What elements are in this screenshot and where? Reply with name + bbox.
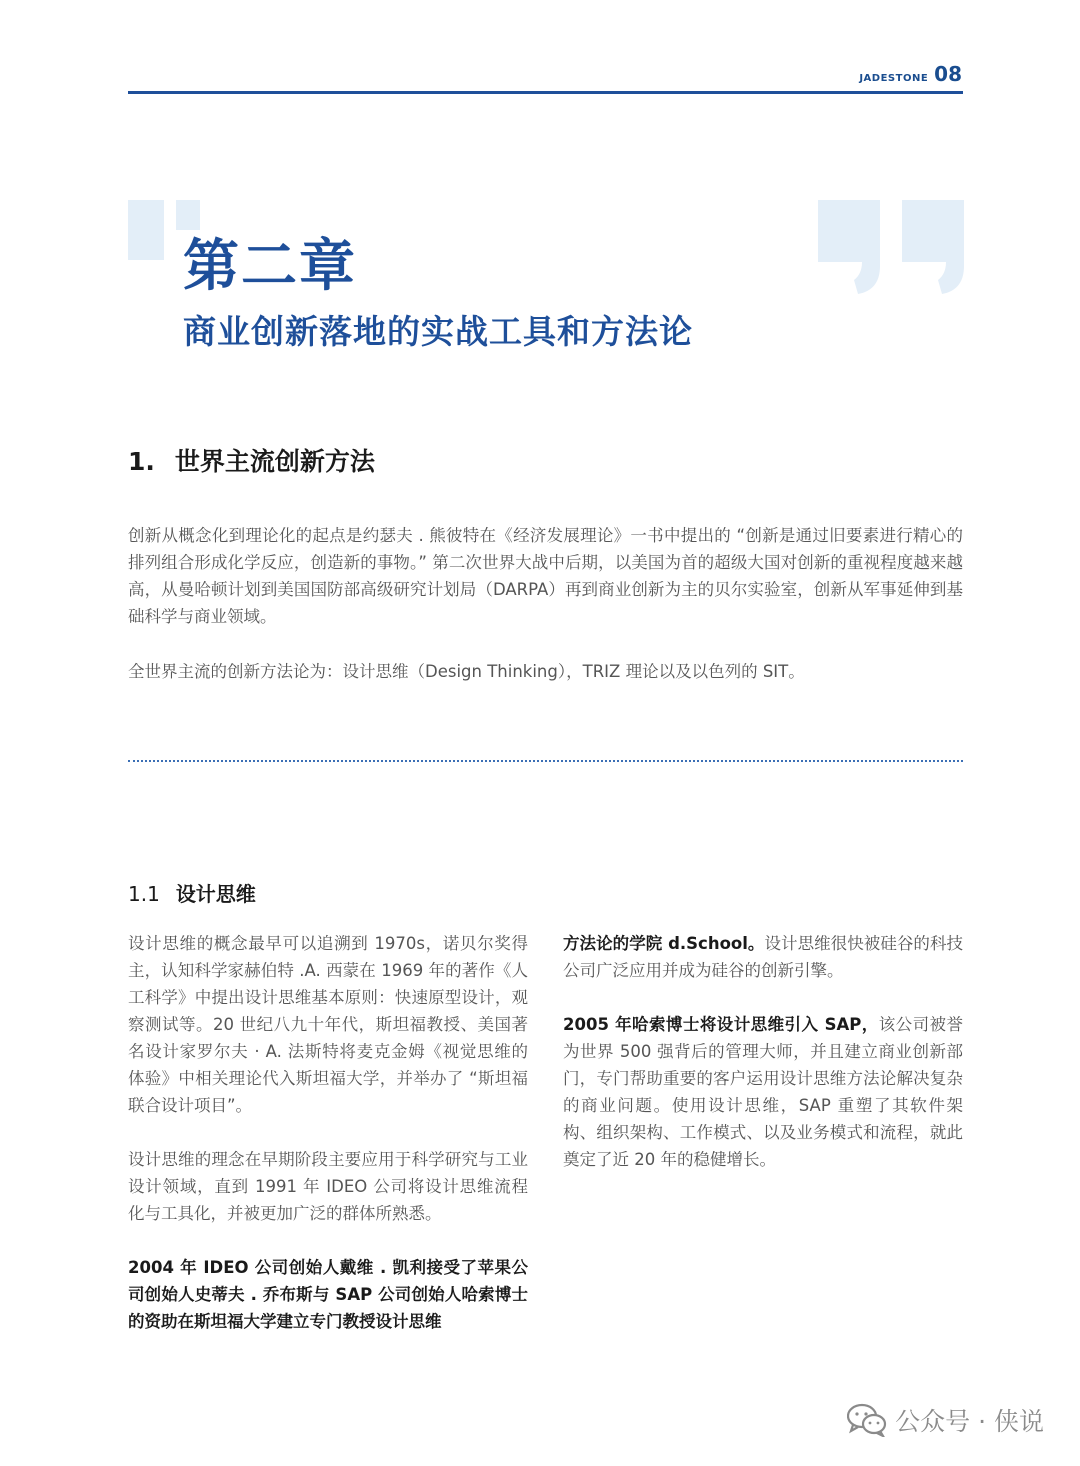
- section-number: 1.: [128, 447, 155, 476]
- body-paragraph: [563, 930, 963, 984]
- right-column: [563, 930, 963, 1200]
- header-rule: [128, 91, 963, 94]
- subsection-heading: [128, 878, 256, 907]
- chapter-title: 第二章: [183, 234, 357, 299]
- subsection-title: 设计思维: [175, 882, 256, 906]
- watermark: [847, 1402, 1044, 1438]
- intro-paragraph: 创新从概念化到理论化的起点是约瑟夫 . 熊彼特在《经济发展理论》一书中提出的 “创新是通过旧要素进行精心的排列组合形成化学反应，创造新的事物。” 第二次世界大战中后期，以美国为首的超级大国对创新的重视程度越来越高，从曼哈顿计划到美国国防部高级研究计划局（DARPA）再到商业创新为主的贝尔实验室，创新从军事延伸到基础科学与商业领域。: [128, 526, 963, 626]
- close-quote-icon: [818, 200, 964, 294]
- subsection-number: 1.1: [128, 882, 160, 906]
- body-paragraph: 设计思维的概念最早可以追溯到 1970s，诺贝尔奖得主，认知科学家赫伯特 .A. 西蒙在 1969 年的著作《人工科学》中提出设计思维基本原则：快速原型设计，观察测试等。20 世纪八九十年代，斯坦福教授、美国著名设计家罗尔夫 · A. 法斯特将麦克金姆《视觉思维的体验》中相关理论代入斯坦福大学，并举办了 “斯坦福联合设计项目”。: [128, 934, 528, 1115]
- body-text: 设计思维很快被硅谷的科技公司广泛应用并成为硅谷的创新引擎。: [563, 934, 963, 980]
- bold-lead: 2005 年哈索博士将设计思维引入 SAP，: [563, 1015, 879, 1034]
- body-text: 该公司被誉为世界 500 强背后的管理大师，并且建立商业创新部门，专门帮助重要的客户运用设计思维方法论解决复杂的商业问题。使用设计思维，SAP 重塑了其软件架构、组织架构、工作模式、以及业务模式和流程，就此奠定了近 20 年的稳健增长。: [563, 1015, 963, 1169]
- section-heading: [128, 442, 375, 478]
- dotted-divider: [128, 760, 963, 762]
- bold-lead: 方法论的学院 d.School。: [563, 934, 765, 953]
- body-paragraph: [563, 1011, 963, 1173]
- left-column: [128, 930, 528, 1362]
- methods-paragraph: 全世界主流的创新方法论为：设计思维（Design Thinking），TRIZ 理论以及以色列的 SIT。: [128, 662, 805, 681]
- header-brand: [859, 62, 962, 86]
- watermark-text: 公众号 · 侠说: [895, 1407, 1044, 1436]
- body-paragraph-bold: 2004 年 IDEO 公司创始人戴维 . 凯利接受了苹果公司创始人史蒂夫 . 乔布斯与 SAP 公司创始人哈索博士的资助在斯坦福大学建立专门教授设计思维: [128, 1258, 528, 1331]
- section-title: 世界主流创新方法: [174, 447, 375, 476]
- body-paragraph: 设计思维的理念在早期阶段主要应用于科学研究与工业设计领域，直到 1991 年 IDEO 公司将设计思维流程化与工具化，并被更加广泛的群体所熟悉。: [128, 1150, 528, 1223]
- brand-name: JADESTONE: [859, 73, 929, 84]
- wechat-icon: [847, 1403, 887, 1437]
- chapter-subtitle: 商业创新落地的实战工具和方法论: [183, 312, 693, 351]
- page-number: 08: [934, 62, 962, 86]
